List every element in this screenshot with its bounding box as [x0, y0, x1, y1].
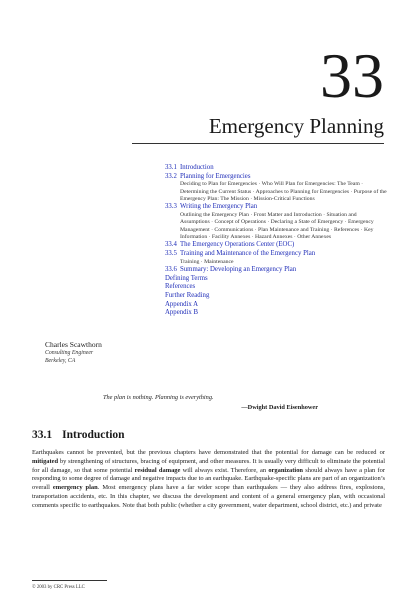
- toc-title[interactable]: Writing the Emergency Plan: [180, 203, 258, 211]
- epigraph-attribution: —Dwight David Eisenhower: [241, 404, 318, 411]
- term-emergency-plan: emergency plan: [52, 484, 98, 491]
- toc-subtopics: Deciding to Plan for Emergencies · Who Will Plan for Emergencies: The Team · Determining the Current Status · Approaches to Planning for Emergencies · Purpose of the Emergency Plan: The Mission · Mission-Critical Functions: [180, 181, 387, 202]
- chapter-title: Emergency Planning: [208, 114, 384, 138]
- toc-number: 33.2: [165, 172, 177, 180]
- body-text-run: Earthquakes cannot be prevented, but the previous chapters have demonstrated that the potential for damage can be reduced or: [32, 449, 385, 456]
- body-paragraph: [32, 449, 385, 510]
- toc-number: 33.4: [165, 241, 177, 249]
- author-block: [45, 340, 102, 365]
- toc-entry: [165, 203, 387, 241]
- section-number: 33.1: [32, 429, 53, 441]
- author-role: Consulting Engineer: [45, 350, 94, 356]
- toc-appendix-b[interactable]: Appendix B: [165, 309, 199, 317]
- title-rule: [132, 143, 384, 144]
- toc-further-reading[interactable]: Further Reading: [165, 292, 210, 299]
- toc-number: 33.1: [165, 164, 177, 171]
- term-residual-damage: residual damage: [134, 466, 181, 474]
- body-text-run: should always have a plan for responding to some degree of damage and negative impacts due to an earthquake. Earthquake-specific plans are part of an organization’s overall: [32, 466, 385, 491]
- toc-references[interactable]: References: [165, 283, 196, 291]
- body-text-run: . Most emergency plans have a far wider scope than earthquakes — they also address fires, explosions, transportation accidents, etc. In this chapter, we discuss the development and content of a general emergency plan, with occasional comments specific to earthquakes. Note that both public (whether a city government, water department, school district, etc.) and private: [32, 484, 385, 509]
- body-text-run: by strengthening of structures, bracing of equipment, and other measures. It is usually very difficult to eliminate the potential for all damage, so that some potential: [32, 457, 385, 474]
- chapter-number: 33: [320, 40, 384, 111]
- toc-title[interactable]: The Emergency Operations Center (EOC): [180, 241, 295, 249]
- table-of-contents: [165, 164, 387, 318]
- epigraph-quote: The plan is nothing. Planning is everything.: [103, 394, 214, 401]
- toc-entry: [165, 241, 387, 250]
- toc-defining-terms[interactable]: Defining Terms: [165, 274, 208, 282]
- author-name: Charles Scawthorn: [45, 340, 102, 349]
- toc-number: 33.3: [165, 203, 177, 211]
- epigraph: [103, 394, 318, 411]
- term-mitigated: mitigated: [32, 457, 59, 465]
- toc-title[interactable]: Training and Maintenance of the Emergency Plan: [180, 249, 316, 257]
- toc-subtopics: Outlining the Emergency Plan · Front Matter and Introduction · Situation and Assumptions · Concept of Operations · Declaring a State of Emergency · Emergency Management · Communications · Plan Maintenance and Training · References · Key Information · Facility Annexes · Hazard Annexes · Other Annexes: [180, 212, 374, 240]
- toc-title[interactable]: Planning for Emergencies: [180, 172, 251, 180]
- body-text-run: will always exist. Therefore, an: [180, 466, 269, 474]
- toc-number: 33.5: [165, 249, 177, 257]
- toc-appendix-a[interactable]: Appendix A: [165, 300, 199, 308]
- footer-rule: [32, 580, 107, 581]
- toc-entry: [165, 173, 387, 204]
- section-heading: [32, 429, 125, 441]
- term-organization: organization: [268, 466, 304, 474]
- copyright-footer: © 2003 by CRC Press LLC: [32, 585, 85, 590]
- toc-entry: [165, 164, 387, 173]
- toc-title[interactable]: Introduction: [180, 164, 214, 171]
- toc-entry: [165, 266, 387, 275]
- toc-subtopics: Training · Maintenance: [180, 258, 234, 265]
- toc-title[interactable]: Summary: Developing an Emergency Plan: [180, 265, 297, 273]
- section-title: Introduction: [62, 429, 125, 441]
- toc-number: 33.6: [165, 265, 177, 273]
- toc-entry: [165, 250, 387, 266]
- author-location: Berkeley, CA: [45, 358, 76, 364]
